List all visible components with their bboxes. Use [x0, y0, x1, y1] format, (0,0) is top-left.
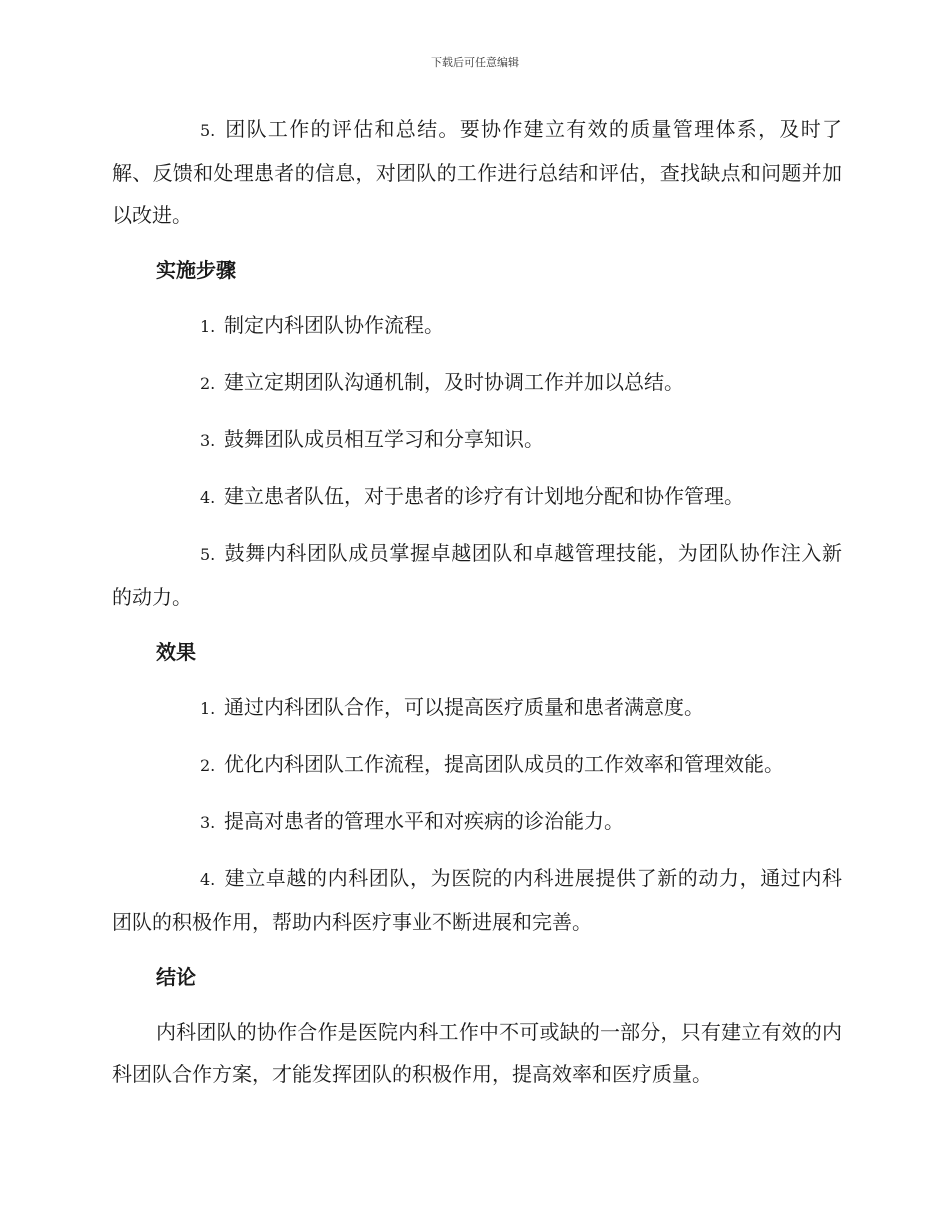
list-item: [112, 475, 842, 519]
item-text: 通过内科团队合作，可以提高医疗质量和患者满意度。: [224, 695, 704, 719]
list-item: [112, 532, 842, 618]
item-text: 制定内科团队协作流程。: [224, 313, 444, 337]
item-number: 3.: [200, 813, 216, 832]
section-heading-effects: 效果: [156, 640, 196, 664]
item-number: 1.: [200, 317, 216, 336]
item-number: 2.: [200, 374, 216, 393]
item-number: 5.: [200, 121, 216, 140]
item-text: 提高对患者的管理水平和对疾病的诊治能力。: [224, 809, 624, 833]
item-text: 建立患者队伍，对于患者的诊疗有计划地分配和协作管理。: [224, 484, 744, 508]
list-item: [112, 361, 842, 405]
item-text: 鼓舞团队成员相互学习和分享知识。: [224, 427, 544, 451]
item-number: 1.: [200, 699, 216, 718]
item-number: 5.: [200, 545, 216, 564]
list-item: [112, 800, 842, 844]
list-item: [112, 418, 842, 462]
item-text: 建立定期团队沟通机制，及时协调工作并加以总结。: [224, 370, 684, 394]
item-text: 建立卓越的内科团队，为医院的内科进展提供了新的动力，通过内科团队的积极作用，帮助内科医疗事业不断进展和完善。: [112, 866, 842, 934]
item-text: 鼓舞内科团队成员掌握卓越团队和卓越管理技能，为团队协作注入新的动力。: [112, 541, 842, 609]
list-item: [112, 108, 842, 236]
section-heading-steps: 实施步骤: [156, 258, 236, 282]
conclusion-paragraph: 内科团队的协作合作是医院内科工作中不可或缺的一部分，只有建立有效的内科团队合作方案，才能发挥团队的积极作用，提高效率和医疗质量。: [112, 1020, 842, 1086]
section-heading-conclusion: 结论: [156, 965, 196, 989]
page-header: 下载后可任意编辑: [431, 56, 519, 69]
list-item: [112, 686, 842, 730]
item-number: 4.: [200, 488, 216, 507]
list-item: [112, 857, 842, 943]
document-body: [112, 108, 842, 1108]
item-number: 2.: [200, 756, 216, 775]
item-number: 4.: [200, 870, 216, 889]
list-item: [112, 743, 842, 787]
item-number: 3.: [200, 431, 216, 450]
item-text: 团队工作的评估和总结。要协作建立有效的质量管理体系，及时了解、反馈和处理患者的信息，对团队的工作进行总结和评估，查找缺点和问题并加以改进。: [112, 117, 842, 227]
list-item: [112, 304, 842, 348]
item-text: 优化内科团队工作流程，提高团队成员的工作效率和管理效能。: [224, 752, 784, 776]
